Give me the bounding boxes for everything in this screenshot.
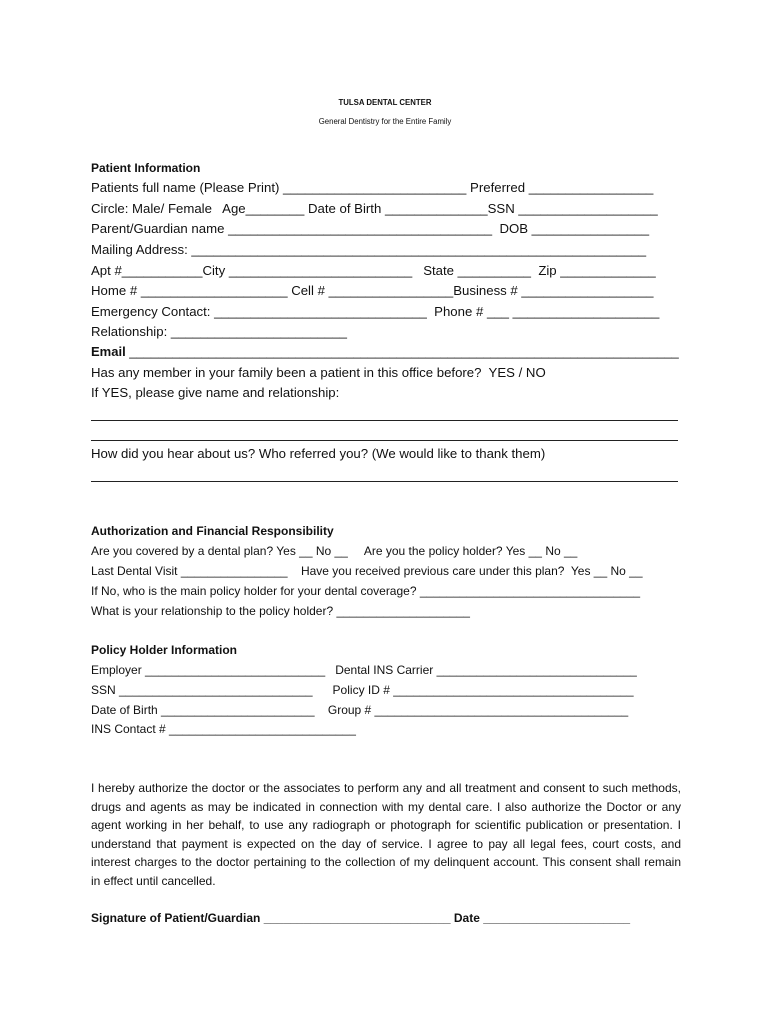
policy-holder-heading: Policy Holder Information <box>91 643 238 657</box>
answer-rule-2 <box>91 440 678 441</box>
answer-rule-1 <box>91 420 678 421</box>
if-yes-prompt: If YES, please give name and relationship: <box>91 385 340 400</box>
authorization-heading: Authorization and Financial Responsibility <box>91 524 334 538</box>
employer-line: Employer ___________________________ Dental INS Carrier ______________________________ <box>91 663 637 677</box>
relationship-line: Relationship: ________________________ <box>91 324 347 339</box>
guardian-line: Parent/Guardian name ____________________________________ DOB ________________ <box>91 221 650 236</box>
patient-name-line: Patients full name (Please Print) _________________________ Preferred _________________ <box>91 180 654 195</box>
patient-info-heading: Patient Information <box>91 161 201 175</box>
consent-paragraph: I hereby authorize the doctor or the associates to perform any and all treatment and consent to such methods, drugs and agents as may be indicated in connection with my dental care. I also authorize the Doctor or any agent working in her behalf, to use any radiograph or photograph for scientific publication or presentation. I understand that payment is expected on the day of service. I agree to pay all legal fees, court costs, and interest charges to the doctor pertaining to the collection of my delinquent account. This consent shall remain in effect until cancelled. <box>91 781 681 888</box>
ins-contact-line: INS Contact # ____________________________ <box>91 722 356 736</box>
emergency-contact-line: Emergency Contact: _____________________________ Phone # ___ ____________________ <box>91 304 660 319</box>
email-blank: ____________________________________________________________________________ <box>125 344 679 359</box>
clinic-subtitle: General Dentistry for the Entire Family <box>318 117 452 126</box>
answer-rule-3 <box>91 481 678 482</box>
apt-city-state-line: Apt #___________City _________________________ State __________ Zip _____________ <box>91 263 656 278</box>
referral-question: How did you hear about us? Who referred you? (We would like to thank them) <box>91 446 546 461</box>
last-visit-line: Last Dental Visit ________________ Have you received previous care under this plan? Yes __ No __ <box>91 564 643 578</box>
dob-group-line: Date of Birth _______________________ Group # ______________________________________ <box>91 703 629 717</box>
ssn-policy-line: SSN _____________________________ Policy ID # ____________________________________ <box>91 683 634 697</box>
family-question: Has any member in your family been a patient in this office before? YES / NO <box>91 365 546 380</box>
signature-line: Signature of Patient/Guardian ____________________________ Date ______________________ <box>91 911 631 925</box>
email-line <box>91 344 679 360</box>
gender-age-dob-line: Circle: Male/ Female Age________ Date of Birth ______________SSN ___________________ <box>91 201 658 216</box>
dental-plan-line: Are you covered by a dental plan? Yes __ No __ Are you the policy holder? Yes __ No __ <box>91 544 578 558</box>
mailing-address-line: Mailing Address: ______________________________________________________________ <box>91 242 647 257</box>
policy-relationship-line: What is your relationship to the policy holder? ____________________ <box>91 604 470 618</box>
phone-numbers-line: Home # ____________________ Cell # _________________Business # __________________ <box>91 283 654 298</box>
email-label: Email <box>91 344 126 359</box>
clinic-title: TULSA DENTAL CENTER <box>338 98 432 107</box>
main-policy-holder-line: If No, who is the main policy holder for your dental coverage? _________________________________ <box>91 584 641 598</box>
